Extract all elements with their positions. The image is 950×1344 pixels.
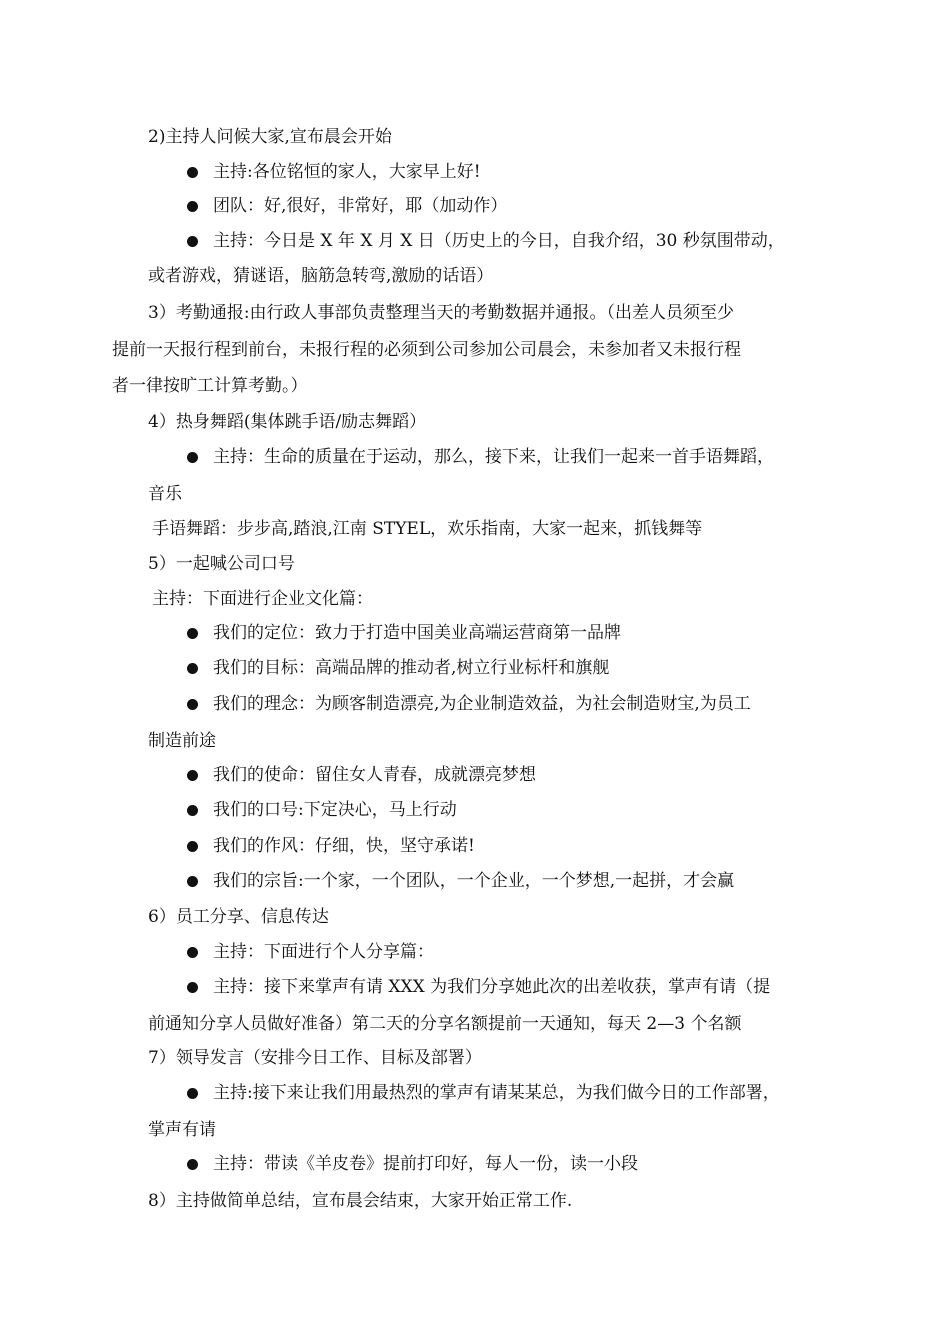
bullet-icon [187, 841, 198, 852]
reading-line: 主持：带读《羊皮卷》提前打印好，每人一份，读一小段 [213, 1154, 638, 1174]
bullet-icon [187, 770, 198, 781]
section-8-heading: 8）主持做简单总结，宣布晨会结束，大家开始正常工作. [148, 1191, 573, 1211]
section-3-continued-1: 提前一天报行程到前台，未报行程的必须到公司参加公司晨会，未参加者又未报行程 [112, 340, 741, 360]
bullet-icon [187, 1088, 198, 1099]
today-date-line-continued: 或者游戏，猜谜语，脑筋急转弯,激励的话语） [148, 266, 494, 286]
section-2-heading: 2)主持人问候大家,宣布晨会开始 [148, 127, 392, 147]
culture-goal-line: 我们的目标：高端品牌的推动者,树立行业标杆和旗舰 [213, 658, 610, 678]
bullet-icon [187, 699, 198, 710]
culture-philosophy-line: 我们的理念：为顾客制造漂亮,为企业制造效益，为社会制造财宝,为员工 [213, 694, 751, 714]
culture-philosophy-line-continued: 制造前途 [148, 731, 216, 751]
dance-intro-line: 主持：生命的质量在于运动，那么，接下来，让我们一起来一首手语舞蹈， [213, 447, 774, 467]
bullet-icon [187, 876, 198, 887]
section-6-heading: 6）员工分享、信息传达 [148, 907, 329, 927]
greeting-line: 主持:各位铭恒的家人，大家早上好! [213, 162, 481, 182]
leader-invite-line: 主持:接下来让我们用最热烈的掌声有请某某总，为我们做今日的工作部署， [213, 1083, 780, 1103]
today-date-line: 主持：今日是 X 年 X 月 X 日（历史上的今日，自我介绍，30 秒氛围带动， [213, 231, 785, 251]
bullet-icon [187, 663, 198, 674]
culture-tenet-line: 我们的宗旨:一个家，一个团队，一个企业，一个梦想,一起拼，才会赢 [213, 871, 735, 891]
bullet-icon [187, 452, 198, 463]
section-5-heading: 5）一起喊公司口号 [148, 554, 295, 574]
section-3-heading: 3）考勤通报:由行政人事部负责整理当天的考勤数据并通报。（出差人员须至少 [148, 303, 735, 323]
culture-intro-line: 主持：下面进行企业文化篇： [152, 589, 373, 609]
culture-slogan-line: 我们的口号:下定决心，马上行动 [213, 800, 457, 820]
section-3-continued-2: 者一律按旷工计算考勤。） [112, 376, 308, 396]
team-response-line: 团队：好,很好，非常好，耶（加动作） [213, 196, 508, 216]
bullet-icon [187, 628, 198, 639]
bullet-icon [187, 167, 198, 178]
culture-style-line: 我们的作风：仔细，快，坚守承诺! [213, 836, 475, 856]
sharing-invite-line-continued: 前通知分享人员做好准备）第二天的分享名额提前一天通知，每天 2—3 个名额 [148, 1014, 742, 1034]
bullet-icon [187, 201, 198, 212]
culture-mission-line: 我们的使命：留住女人青春，成就漂亮梦想 [213, 765, 536, 785]
bullet-icon [187, 1159, 198, 1170]
section-4-heading: 4）热身舞蹈(集体跳手语/励志舞蹈） [148, 412, 427, 432]
bullet-icon [187, 947, 198, 958]
leader-invite-line-continued: 掌声有请 [148, 1120, 216, 1140]
dance-list-line: 手语舞蹈：步步高,踏浪,江南 STYEL，欢乐指南，大家一起来，抓钱舞等 [152, 519, 703, 539]
bullet-icon [187, 982, 198, 993]
bullet-icon [187, 805, 198, 816]
dance-intro-line-continued: 音乐 [148, 484, 182, 504]
sharing-intro-line: 主持：下面进行个人分享篇： [213, 942, 434, 962]
sharing-invite-line: 主持：接下来掌声有请 XXX 为我们分享她此次的出差收获，掌声有请（提 [213, 977, 771, 997]
section-7-heading: 7）领导发言（安排今日工作、目标及部署） [148, 1048, 482, 1068]
bullet-icon [187, 236, 198, 247]
culture-positioning-line: 我们的定位：致力于打造中国美业高端运营商第一品牌 [213, 623, 621, 643]
